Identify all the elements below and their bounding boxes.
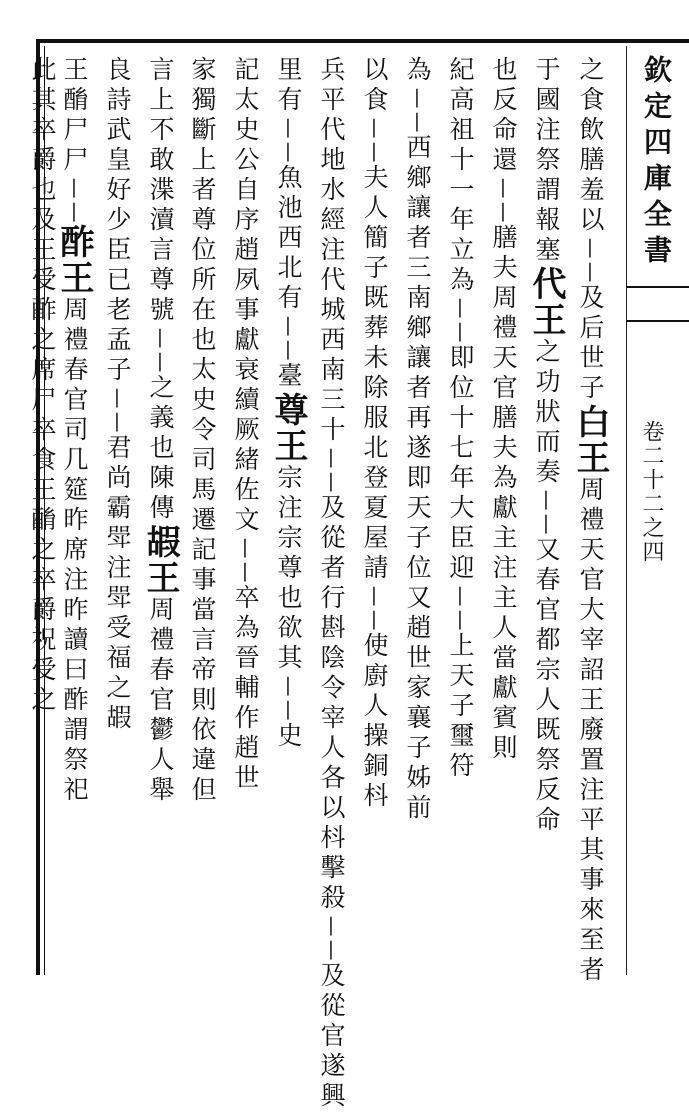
text-segment: 卒為晉輔作趙世 [231,584,260,794]
ditto-mark: | [277,314,299,338]
ditto-mark: | [149,350,171,374]
text-column [444,56,476,782]
text-segment: 西鄉讓者三南鄉讓者再遂即天子位又趙世家襄子姊前 [403,134,432,824]
ditto-mark: | [63,200,85,224]
ditto-mark: | [449,296,471,320]
ditto-mark: | [449,584,471,608]
ditto-mark: | [363,140,385,164]
text-column [570,56,610,986]
text-column [26,56,58,716]
ditto-mark: | [106,386,128,410]
ditto-mark: | [579,236,601,260]
ditto-mark: | [320,938,342,962]
text-segment: 此其卒爵也 [28,56,57,206]
text-segment: 家獨斷上者尊位所在也太史令司馬遷記事當言帝則依違但 [188,56,217,806]
headword: 嘏王 [140,524,180,596]
text-segment: 及王受酢之席尸卒食王酳之卒爵祝受之 [28,206,57,716]
text-segment: 魚池西北有 [274,164,303,314]
frame-top-border [36,39,689,43]
ditto-mark: | [492,176,514,200]
text-segment: 也反命還 [489,56,518,176]
text-column [401,56,433,824]
text-column [358,56,390,812]
text-segment: 及從者行斟陰令宰人各以枓擊殺 [317,494,346,914]
text-column [54,56,94,806]
text-segment: 使廚人操銅枓 [360,632,389,812]
text-segment: 言上不敢渫瀆言尊號 [146,56,175,326]
ditto-mark: | [320,470,342,494]
text-segment: 周禮春官鬱人舉 [146,596,175,806]
text-column [487,56,519,764]
ditto-mark: | [106,410,128,434]
ditto-mark: | [535,512,557,536]
text-segment: 之義也陳傳 [146,374,175,524]
headword: 代王 [526,266,566,338]
text-segment: 里有 [274,56,303,116]
text-segment: 又春官都宗人既祭反命 [532,536,561,836]
ditto-mark: | [579,260,601,284]
text-segment: 夫人簡子既葬未除服北登夏屋請 [360,164,389,584]
text-column [186,56,218,806]
text-segment: 及后世子 [576,284,605,404]
ditto-mark: | [406,110,428,134]
book-title: 欽定四庫全書 [640,55,673,271]
ditto-mark: | [234,560,256,584]
text-segment: 斝注斝受福之嘏 [103,524,132,734]
ditto-mark: | [234,536,256,560]
ditto-mark: | [406,86,428,110]
text-segment: 周禮天官膳夫為獻主注主人當獻賓則 [489,284,518,764]
headword: 尊王 [268,392,308,464]
ditto-mark: | [149,326,171,350]
headword: 白王 [570,404,610,476]
text-segment: 臺 [274,362,303,392]
text-segment: 君尚霸 [103,434,132,524]
text-column [101,56,133,734]
text-column [140,56,180,806]
ditto-mark: | [277,698,299,722]
text-segment: 之食飲膳羞以 [576,56,605,236]
margin-rule [626,46,627,975]
text-segment: 宗注宗尊也欲其 [274,464,303,674]
juan-label: 卷二十二之四 [639,420,664,564]
text-segment: 史 [274,722,303,752]
ditto-mark: | [277,116,299,140]
text-segment: 上天子璽符 [446,632,475,782]
headword: 酢王 [54,224,94,296]
text-column [315,56,347,1112]
text-segment: 之功狀而奏 [532,338,561,488]
ditto-mark: | [363,608,385,632]
margin-box-line [626,286,689,288]
ditto-mark: | [363,584,385,608]
text-segment: 于國注祭謂報塞 [532,56,561,266]
text-segment: 王酳尸尸 [60,56,89,176]
ditto-mark: | [449,320,471,344]
ditto-mark: | [320,914,342,938]
ditto-mark: | [363,116,385,140]
text-column [526,56,566,836]
ditto-mark: | [449,608,471,632]
text-segment: 紀高祖十一年立為 [446,56,475,296]
text-segment: 周禮春官司几筵昨席注昨讀曰酢謂祭祀 [60,296,89,806]
text-segment: 記太史公自序趙夙事獻衰續厥緒佐文 [231,56,260,536]
ditto-mark: | [277,140,299,164]
text-segment: 為 [403,56,432,86]
ditto-mark: | [320,446,342,470]
text-segment: 及從官遂興 [317,962,346,1112]
ditto-mark: | [492,200,514,224]
ditto-mark: | [63,176,85,200]
text-segment: 膳夫 [489,224,518,284]
text-segment: 以食 [360,56,389,116]
text-segment: 兵平代地水經注代城西南三十 [317,56,346,446]
text-segment: 即位十七年大臣迎 [446,344,475,584]
text-column [229,56,261,794]
text-segment: 周禮天官大宰詔王廢置注平其事來至者 [576,476,605,986]
ditto-mark: | [277,338,299,362]
text-column [268,56,308,752]
margin-box-line [626,320,689,322]
ditto-mark: | [535,488,557,512]
text-segment: 良詩武皇好少臣已老孟子 [103,56,132,386]
ditto-mark: | [277,674,299,698]
